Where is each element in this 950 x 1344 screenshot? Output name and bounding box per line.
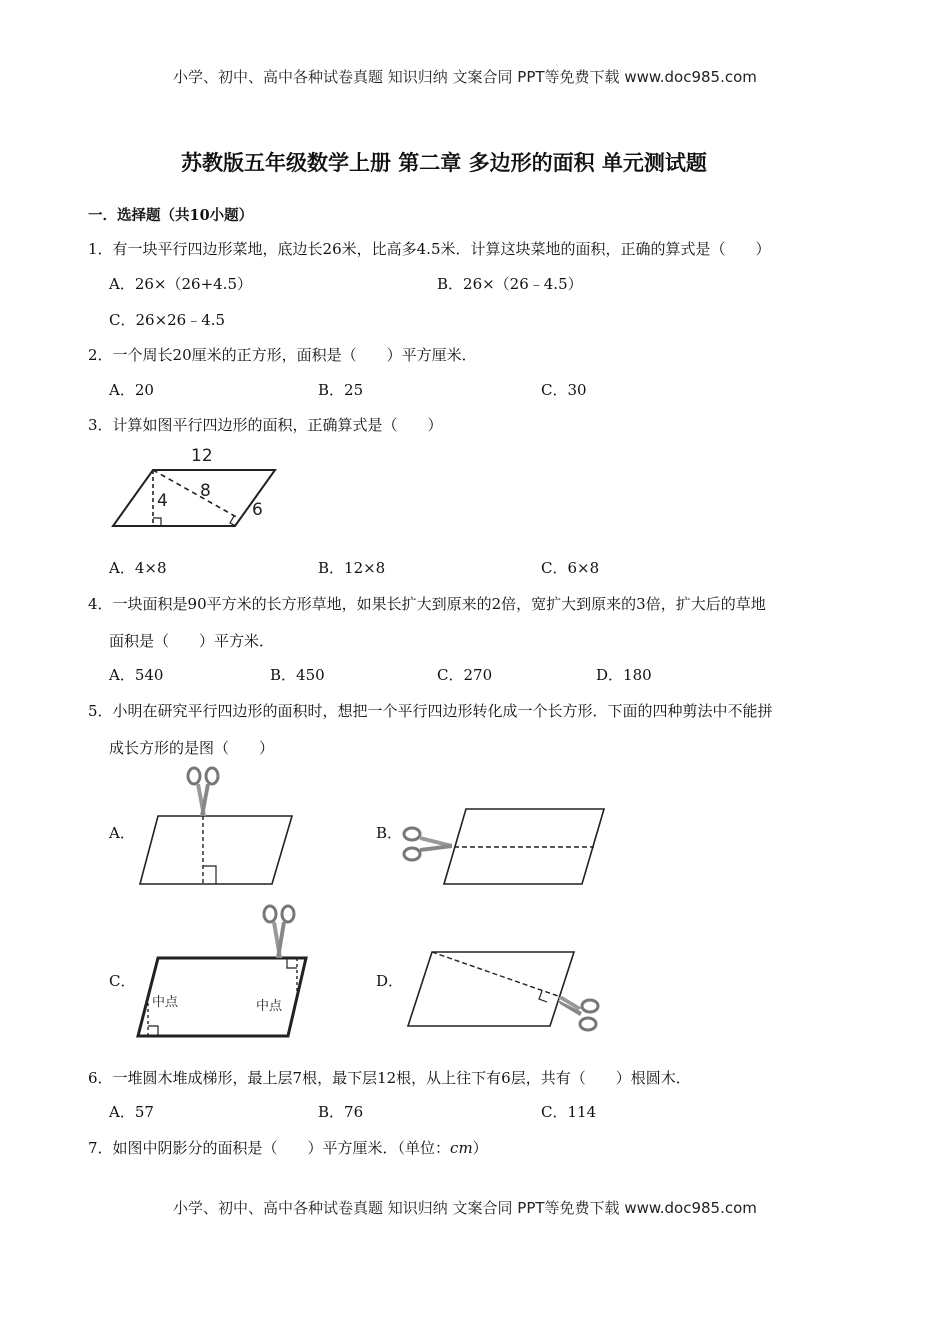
question-7-close: ） — [472, 1139, 488, 1157]
q6-option-a[interactable]: A．57 — [109, 1103, 154, 1121]
q3-option-c[interactable]: C．6×8 — [541, 559, 600, 577]
q5-label-d[interactable]: D． — [376, 972, 404, 990]
question-2: 2．一个周长20厘米的正方形，面积是（ ）平方厘米． — [88, 346, 477, 364]
q2-option-b[interactable]: B．25 — [318, 381, 364, 399]
page-header: 小学、初中、高中各种试卷真题 知识归纳 文案合同 PPT等免费下载 www.doc985.com — [173, 68, 757, 86]
question-1: 1．有一块平行四边形菜地，底边长26米，比高多4.5米．计算这块菜地的面积，正确的算式是（ ） — [88, 240, 771, 258]
question-4-line-1: 4．一块面积是90平方米的长方形草地，如果长扩大到原来的2倍，宽扩大到原来的3倍，扩大后的草地 — [88, 595, 766, 613]
q4-option-c[interactable]: C．270 — [437, 666, 493, 684]
q5-figure-b — [402, 806, 607, 888]
q4-option-b[interactable]: B．450 — [270, 666, 325, 684]
q6-option-c[interactable]: C．114 — [541, 1103, 597, 1121]
q5-figure-c — [130, 902, 310, 1040]
q5-label-b[interactable]: B． — [376, 824, 403, 842]
q6-option-b[interactable]: B．76 — [318, 1103, 364, 1121]
question-7-text: 7．如图中阴影分的面积是（ ）平方厘米．（单位： — [88, 1139, 451, 1157]
q5-figure-d — [402, 944, 608, 1040]
section-heading: 一．选择题（共10小题） — [88, 207, 254, 224]
q1-option-c[interactable]: C．26×26﹣4.5 — [109, 311, 226, 329]
q2-option-c[interactable]: C．30 — [541, 381, 587, 399]
q3-parallelogram-figure — [105, 438, 285, 536]
q5-midpoint-right: 中点 — [256, 999, 283, 1014]
question-5-line-2: 成长方形的是图（ ） — [109, 739, 275, 757]
scissors-icon — [264, 906, 294, 958]
q3-label-diagonal: 8 — [200, 481, 211, 501]
scissors-icon — [188, 768, 218, 816]
q3-option-a[interactable]: A．4×8 — [109, 559, 167, 577]
q5-figure-a — [136, 764, 296, 888]
q5-label-a[interactable]: A． — [109, 824, 135, 842]
q1-option-b[interactable]: B．26×（26﹣4.5） — [437, 275, 583, 293]
page-footer: 小学、初中、高中各种试卷真题 知识归纳 文案合同 PPT等免费下载 www.doc985.com — [173, 1199, 757, 1217]
question-5-line-1: 5．小明在研究平行四边形的面积时，想把一个平行四边形转化成一个长方形．下面的四种剪法中不能拼 — [88, 702, 773, 720]
scissors-icon — [404, 828, 452, 860]
q3-label-top: 12 — [191, 446, 213, 466]
q4-option-a[interactable]: A．540 — [109, 666, 164, 684]
question-7-unit: cm — [450, 1139, 473, 1157]
q3-label-side: 6 — [252, 500, 263, 520]
question-7 — [88, 1137, 488, 1158]
q3-option-b[interactable]: B．12×8 — [318, 559, 386, 577]
q1-option-a[interactable]: A．26×（26+4.5） — [109, 275, 252, 293]
q3-label-height: 4 — [157, 491, 168, 511]
q5-label-c[interactable]: C． — [109, 972, 136, 990]
question-4-line-2: 面积是（ ）平方米． — [109, 632, 275, 650]
scissors-icon — [558, 996, 598, 1030]
q4-option-d[interactable]: D．180 — [596, 666, 652, 684]
question-3: 3．计算如图平行四边形的面积，正确算式是（ ） — [88, 416, 443, 434]
q5-midpoint-left: 中点 — [152, 995, 179, 1010]
q2-option-a[interactable]: A．20 — [109, 381, 154, 399]
question-6: 6．一堆圆木堆成梯形，最上层7根，最下层12根，从上往下有6层，共有（ ）根圆木． — [88, 1069, 691, 1087]
page-title: 苏教版五年级数学上册 第二章 多边形的面积 单元测试题 — [181, 151, 707, 175]
